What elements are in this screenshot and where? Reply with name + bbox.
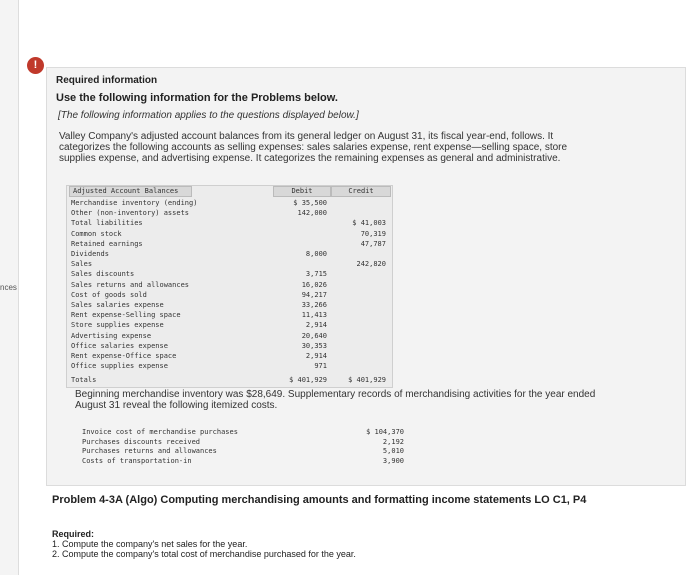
table-row xyxy=(67,219,392,227)
table-row xyxy=(67,230,392,238)
intro-paragraph: Valley Company's adjusted account balances from its general ledger on August 31, its fiscal year-end, follows. It categorizes the following accounts as selling expenses: sales salaries expense, rent expense—selling space, store supplies expense, and advertising expense. It categorizes the remaining expenses as general and administrative. xyxy=(59,131,568,164)
purchase-label: Costs of transportation-in xyxy=(82,456,192,465)
row-debit: 2,914 xyxy=(305,352,327,360)
table-row xyxy=(67,291,392,299)
required-item-2: 2. Compute the company's total cost of merchandise purchased for the year. xyxy=(52,549,356,559)
purchase-label: Purchases discounts received xyxy=(82,437,201,446)
row-label: Advertising expense xyxy=(71,331,152,340)
table-row xyxy=(67,270,392,278)
totals-row xyxy=(67,376,392,384)
supplementary-paragraph: Beginning merchandise inventory was $28,649. Supplementary records of merchandising activities for the year ended August 31 reveal the following itemized costs. xyxy=(75,389,596,411)
table-row xyxy=(67,332,392,340)
table-row xyxy=(67,321,392,329)
row-label: Rent expense-Office space xyxy=(71,352,177,360)
row-label: Rent expense-Selling space xyxy=(71,311,181,320)
row-debit: 8,000 xyxy=(305,250,327,258)
row-label: Cost of goods sold xyxy=(71,290,147,299)
row-label: Sales returns and allowances xyxy=(71,280,190,289)
row-label: Total liabilities xyxy=(71,219,143,228)
table-row xyxy=(67,199,392,207)
totals-credit: $ 401,929 xyxy=(348,376,386,385)
row-debit: 971 xyxy=(314,362,327,371)
table-row xyxy=(67,362,392,370)
required-section xyxy=(52,529,356,559)
required-title: Required: xyxy=(52,529,95,539)
header-credit: Credit xyxy=(331,186,391,197)
trial-balance-table xyxy=(66,185,393,388)
row-debit: 30,353 xyxy=(301,341,327,350)
purchase-value: 5,010 xyxy=(382,447,404,455)
table-row xyxy=(67,311,392,319)
row-label: Office salaries expense xyxy=(71,341,168,350)
table-row xyxy=(67,352,392,360)
purchase-value: 2,192 xyxy=(382,437,404,446)
row-label: Office supplies expense xyxy=(71,362,168,371)
row-credit: 47,787 xyxy=(360,239,386,248)
note-text: [The following information applies to the questions displayed below.] xyxy=(58,110,359,121)
required-item-1: 1. Compute the company's net sales for the year. xyxy=(52,539,248,549)
table-row xyxy=(67,250,392,258)
problem-title: Problem 4-3A (Algo) Computing merchandising amounts and formatting income statements LO C1, P4 xyxy=(52,494,587,506)
table-row xyxy=(67,281,392,289)
purchases-table xyxy=(78,428,403,470)
table-row xyxy=(67,209,392,217)
list-item xyxy=(78,428,408,436)
row-debit: 142,000 xyxy=(297,209,327,218)
row-debit: 3,715 xyxy=(305,270,327,279)
row-debit: 94,217 xyxy=(301,290,327,299)
list-item xyxy=(78,438,408,446)
row-credit: 242,820 xyxy=(356,260,386,269)
header-label: Adjusted Account Balances xyxy=(69,186,192,197)
totals-label: Totals xyxy=(71,376,97,385)
use-info-heading: Use the following information for the Problems below. xyxy=(56,92,338,104)
table-row xyxy=(67,342,392,350)
row-debit: 20,640 xyxy=(301,331,327,340)
alert-icon: ! xyxy=(27,57,44,74)
table-row xyxy=(67,240,392,248)
row-label: Sales discounts xyxy=(71,270,135,279)
purchase-value: $ 104,370 xyxy=(366,428,404,436)
side-text: nces xyxy=(0,283,17,292)
list-item xyxy=(78,457,408,465)
row-label: Sales salaries expense xyxy=(71,301,164,309)
row-debit: 33,266 xyxy=(301,301,327,309)
row-label: Other (non-inventory) assets xyxy=(71,209,190,218)
row-label: Store supplies expense xyxy=(71,321,164,330)
row-debit: $ 35,500 xyxy=(293,199,327,207)
purchase-label: Purchases returns and allowances xyxy=(82,447,217,455)
purchase-value: 3,900 xyxy=(382,456,404,465)
row-label: Dividends xyxy=(71,250,109,258)
left-scroll-strip xyxy=(0,0,19,575)
row-label: Common stock xyxy=(71,229,122,238)
row-debit: 11,413 xyxy=(301,311,327,320)
row-label: Sales xyxy=(71,260,93,269)
table-row xyxy=(67,260,392,268)
table-row xyxy=(67,301,392,309)
row-credit: $ 41,003 xyxy=(352,219,386,228)
list-item xyxy=(78,447,408,455)
purchase-label: Invoice cost of merchandise purchases xyxy=(82,428,238,436)
row-label: Merchandise inventory (ending) xyxy=(71,199,198,207)
required-information-heading: Required information xyxy=(56,75,158,86)
row-debit: 2,914 xyxy=(305,321,327,330)
header-debit: Debit xyxy=(273,186,331,197)
totals-debit: $ 401,929 xyxy=(289,376,327,385)
row-credit: 70,319 xyxy=(360,229,386,238)
row-debit: 16,026 xyxy=(301,280,327,289)
row-label: Retained earnings xyxy=(71,239,143,248)
